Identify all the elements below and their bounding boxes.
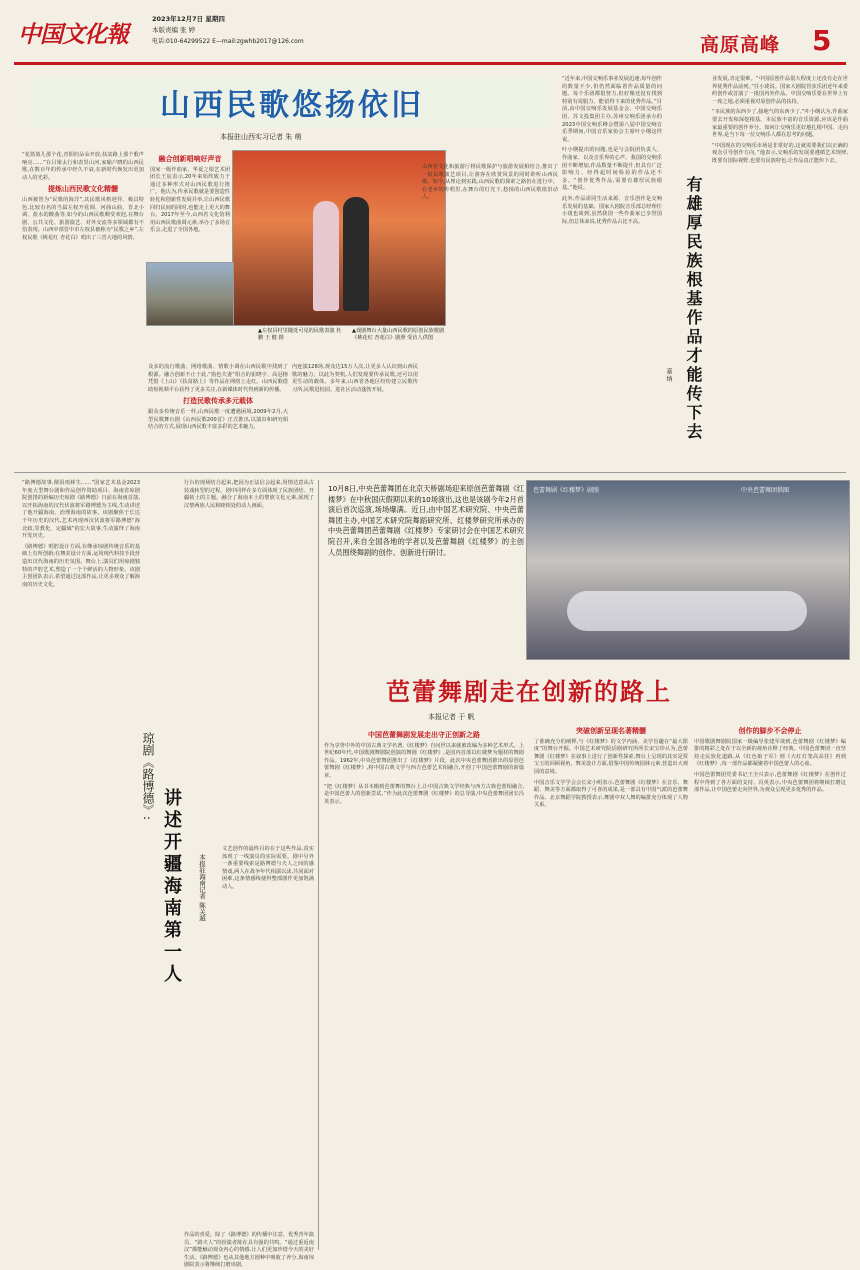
article3-body-1: 作为享誉中外的中国古典文学名著,《红楼梦》自问世以来就被改编为多种艺术形式。上世纪60年代,中国歌剧舞剧院创演的舞剧《红楼梦》,是国内首部以红楼梦为题材的舞剧作品。1962年,中央芭蕾舞团推出了《红楼梦》片段。此次中央芭蕾舞团推出的原创芭蕾舞剧《红楼梦》,将中国古典文学与西方芭蕾艺术相融合,开创了中国芭蕾舞剧的新篇章。 xyxy=(324,742,524,779)
section-title: 高原高峰 xyxy=(700,34,781,56)
article2-body-2: 《路博德》唱腔设计方面,在继承琼剧传统音乐的基础上有所创新;在舞美设计方面,运用现代科技手段营造出汉代海南的历史氛围。舞台上,演员们用琼剧独特的声腔艺术,塑造了一个个鲜活的人物形象。该剧主创团队表示,希望通过这部作品,让更多观众了解海南的历史文化。 xyxy=(22,543,140,588)
article1-body-4: 跟众多传统音乐一样,山西民歌一度遭遇困境,2009年2月,大型民歌舞台剧《山西民歌200首》正式推出,以演出和研究相结合的方式,展现山西民歌丰富多彩的艺术魅力。 xyxy=(148,408,288,431)
article3-lead: 10月8日,中央芭蕾舞团在北京天桥剧场迎来原创芭蕾舞剧《红楼梦》在中秋国庆假期以来的10场演出,这也是该剧今年2月首演后首次巡演,场场爆满。近日,由中国艺术研究院、中央芭蕾舞团主办,中国艺术研究院舞蹈研究所、红楼梦研究所承办的中央芭蕾舞团芭蕾舞剧《红楼梦》专家研讨会在中国艺术研究院召开,来自全国各地的学者以及芭蕾舞剧《红楼梦》的主创人员围绕舞剧的创作、创新进行研讨。 xyxy=(328,484,524,557)
commentary-col1 xyxy=(562,76,662,466)
article-shanxi-folk-songs xyxy=(0,68,560,470)
commentary-col2 xyxy=(712,76,848,466)
article2-subtitle: 琼剧《路博德》: xyxy=(141,732,155,821)
photo-tag-left: 芭蕾舞剧《红楼梦》剧照 xyxy=(533,487,600,494)
article1-lead: “花篮篮儿那个花,青阳的朵朵开放;扶贫路上那个歌声响亮……”在吕梁太行和表里山河,家喻户晓的山西民歌,在数百年的传承中经久不衰,在新时代焕发出更加动人的光彩。 xyxy=(22,152,144,181)
article3-body-5: 中国歌剧舞剧院国家一级编导张建军谈到,芭蕾舞剧《红楼梦》编排的精彩之处在于以全新的视角诠释了经典。中国芭蕾舞团一直坚持走民族化道路,从《红色娘子军》到《大红灯笼高高挂》再到《红楼梦》,每一部作品都凝聚着中国芭蕾人的心血。 xyxy=(694,738,846,768)
article1-body-5: 内连演128场,观众达15万人次,让更多人认识到山西民歌的魅力。以此为契机,人们发现要传承民歌,还可以用更生动的载体。多年来,山西省各地区纷纷建立民歌传习所,民歌进校园、进社区活动蓬勃开展。 xyxy=(292,364,418,393)
article1-col4 xyxy=(292,364,418,468)
article1-caption-2: ▲戏剧舞台大量山西民歌的原创民族歌剧《桃花红 杏花白》剧照 受访人供图 xyxy=(352,328,445,341)
article1-col1 xyxy=(22,152,144,464)
article1-col5 xyxy=(422,164,558,468)
article1-col3 xyxy=(148,364,288,468)
article3-col1 xyxy=(324,728,524,1252)
dancer-row xyxy=(567,591,807,631)
lower-vertical-divider xyxy=(318,480,319,1250)
article1-photo-village xyxy=(146,262,234,326)
article3-byline: 本报记者 于 帆 xyxy=(428,713,475,721)
date-line: 2023年12月7日 星期四 xyxy=(152,15,225,23)
commentary-author: 嘉 纳 xyxy=(665,368,672,382)
article1-body-3: 众多的流行歌曲、网络歌曲、情歌小调在山西民歌中找到了根源。融合创新不止于此,“指色夫妻”组合的崔晓宇、高冠榕凭借《上山》《扶贫路上》等作品在网络上走红。山西民歌借助短视频平台获得了更多关注,在新媒体时代得到新的传播。 xyxy=(148,364,288,393)
article3-body-4: 中国音乐文学学会会长宋小明表示,芭蕾舞剧《红楼梦》在音乐、舞蹈、舞美等方面都取得了可喜的成果,是一部具有中国气派的芭蕾舞作品。北京舞蹈学院教授表示,舞剧中双人舞的编排充分体现了人物关系。 xyxy=(534,779,688,809)
article2-body-4: 文艺创作的最终目的在于这些作品,真实体现了一线演员的实际需要。剧中另外一条重要线索是路博德与夫人之间的感情戏,两人在战争年代相濡以沫,共同面对困难,这条情感线使得整部剧作更加饱满动人。 xyxy=(222,846,314,890)
article2-body-3: 行台的现场结合起来,把因为正法信会起来,用情达意从古装戏转型的过程。剧中同样在多方面体现了民族团结、开疆拓土的主题。融合了海南本土的黎族文化元素,展现了汉黎两族人民和睦相处的动人画面。 xyxy=(184,480,314,509)
article1-subheading-2: 融合创新唱响好声音 xyxy=(158,155,222,163)
article3-body-3: 了准确充分的阐释,与《红楼梦》的文学内涵、美学旨趣在“最大限度”的舞台开掘。中国艺术研究院话剧研究所所长宋宝珍认为,芭蕾舞剧《红楼梦》在叙事上进行了创新性探索,舞台上呈现的其实是贾宝玉的回顾视角。舞美设计方面,借鉴中国传统园林元素,营造出大观园的意境。 xyxy=(534,738,688,775)
article1-subheading-3: 打造民歌传承多元载体 xyxy=(183,397,253,406)
article1-byline: 本报驻山西实习记者 朱 萌 xyxy=(220,133,302,141)
article3-subheading-3: 创作的脚步不会停止 xyxy=(738,727,802,735)
article1-title: 山西民歌悠扬依旧 xyxy=(160,88,424,123)
article2-body-1: “路博德故事,催泪雨林生……”国家艺术基金2023年度大型舞台剧和作品创作资助项目、海南省琼剧院创排的新编历史琼剧《路博德》日前在海南首演,以开拓海南的汉代伏波将军路博德为主线,生动讲述了他开疆海南、治理海南的故事。该剧聚焦于长达千年历史的汉代,艺术再现西汉伏波将军路博德“海北政,里教化、定疆域”的宏大故事,生动演绎了海南开发历史。 xyxy=(22,480,140,540)
article1-photo-performance xyxy=(232,150,446,326)
article1-body-6: 山西省文化和旅游厅将民歌保护与旅游发展相结合,推出了一批民歌演艺项目,让游客在欣赏风景的同时聆听山西民歌。如今,从理论到实践,山西民歌的探索之路仍在进行中。在老乡的传唱里,在舞台的灯光下,悠扬的山西民歌依旧动人。 xyxy=(422,164,558,201)
article3-photo-ballet xyxy=(526,480,850,660)
middle-divider xyxy=(14,472,846,473)
article3-body-6: 中国芭蕾舞团党委书记王全兴表示,芭蕾舞剧《红楼梦》在创作过程中得到了各方面的支持。冯英表示,中央芭蕾舞团将继续打磨这部作品,让中国芭蕾走向世界,为观众呈现更多优秀的作品。 xyxy=(694,771,846,794)
commentary-title: 有雄厚民族根基作品才能传下去 xyxy=(684,176,703,442)
masthead xyxy=(0,0,860,62)
contact-line: 电话:010-64299522 E—mail:zgwhb2017@126.com xyxy=(152,38,304,45)
article1-subheading-1: 提炼山西民歌文化精髓 xyxy=(48,185,118,194)
article3-body-2: “把《红楼梦》从书本搬到芭蕾舞的舞台上,让中国古典文学经典与西方古典芭蕾相融合,是中国芭蕾人的创新尝试。”作为此次芭蕾舞剧《红楼梦》的总导演,中央芭蕾舞团团长冯英表示。 xyxy=(324,783,524,805)
commentary-body-1: “近年来,中国交响乐事业发展迅速,每年创作的数量不少,但仍然面临着作品质量的问题。每个乐团都很努力,但好像还没有找到特别有说服力、能留得下来的优秀作品。”目前,由中国交响乐发展基金会、中国交响乐团、苏文投集团主办,苏州交响乐团承办的2023中国交响乐峰会暨第八届中国交响音乐季期间,中国音乐家协会主席叶小纲这样说。 xyxy=(562,76,662,143)
article2-col4 xyxy=(184,1232,314,1269)
photo-tag-right: 中央芭蕾舞团供图 xyxy=(741,487,790,494)
article3-col2 xyxy=(534,724,688,1252)
newspaper-logo: 中国文化報 xyxy=(18,21,128,48)
commentary-article xyxy=(560,68,850,470)
article3-col3 xyxy=(694,724,846,1252)
article3-subheading-1: 中国芭蕾舞剧发展走出守正创新之路 xyxy=(368,731,480,739)
article2-byline: 本报驻海南记者 陈关超 xyxy=(198,854,206,922)
article2-col3 xyxy=(222,846,314,1226)
article-ballet xyxy=(320,476,850,1256)
article2-title: 讲述开疆海南第一人 xyxy=(161,788,182,986)
article1-body-2: 国家一级作曲家、华夏之根艺术团团长王宸表示,20年来始终致力于通过多种形式对山西民歌进行推广。他认为,传承民歌就是要创造性转化和创新性发展并举,让山西民歌回归民间的同时,也能走上更大的舞台。2017年至今,山西省文化馆利用山西民歌曲调元素,举办了多场音乐会,走进了全国各地。 xyxy=(150,166,230,234)
article1-col2-text xyxy=(150,152,230,258)
performer-figure-right xyxy=(343,197,369,311)
article-hainan-opera xyxy=(0,476,316,1269)
page-number: 5 xyxy=(812,24,832,57)
article2-body-5: 作品的喜爱。除了《路博德》的传播中注意、优秀青年演员、“路夫人”的扮演者陈在具有强的共鸣。“通过重返南汉”都能触动观众内心的情感,让人们更加珍惜今天的美好生活。《路博德》也从其他地方剧种中吸收了养分,海南琼剧院表示将继续打磨该剧。 xyxy=(184,1232,314,1269)
commentary-body-4: 业发展,肯定很难。“中国原创作品很大程度上还没有走在世界优秀作品前列。”任小珑说。国家大剧院管弦乐团近年来委约创作或首演了一批国内外作品。中国交响乐要在世界上有一席之地,必须重视对原创作品的扶持。 xyxy=(712,76,848,105)
masthead-rule xyxy=(14,62,846,65)
article3-subheading-2: 突破创新呈现名著精髓 xyxy=(576,727,646,735)
article2-col1 xyxy=(22,480,140,1250)
commentary-body-5: “本民族的东西少了,接地气的东西少了,”叶小纲认为,作曲家要去开发和深挖根基。本民族丰富的音乐资源,应该是作曲家最重要的创作养分。如何让交响乐更好地扎根中国、走向世界,是当下每一位交响乐人都在思考的问题。 xyxy=(712,109,848,139)
commentary-body-2: 叶小纲提出的问题,也是与会院团负责人、作曲家、以及音乐界的心声。我国的交响乐团不断增加,作品数量不断提升,但具有广泛影响力、经得起时间检验的作品还不多。“创作优秀作品,需要有雄厚民族根基。”他说。 xyxy=(562,147,662,192)
page-editor: 本版责编 张 婷 xyxy=(152,26,196,34)
performer-figure-left xyxy=(313,201,339,311)
article3-title: 芭蕾舞剧走在创新的路上 xyxy=(386,677,672,706)
article1-body-1: 山西被誉为“民歌的海洋”,其民歌风格迥异、极具特色,比较有名的当属左权开花调、河曲山曲、晋北小调、盐水的酸曲等,如今的山西民歌颇受欢迎,在舞台剧、公共文化、旅游演艺、对外交流等多领域都有不俗表现。山西中部晋中市左权县被称为“民歌之乡”,左权民歌《桃花红 杏花白》唱出了三晋大地的风情。 xyxy=(22,196,144,241)
commentary-body-3: 此外,作品需同生活来源、音乐创作是交响乐发展的基础。国家大剧院音乐部总经理任小珑也谈到,虽然我国一些作曲家已享誉国际,但总体来说,优秀作品占比不高。 xyxy=(562,195,662,225)
article1-caption-1: ▲左权县村里随处可见的民歌表演 杜 鹏 王 健 摄 xyxy=(258,328,342,341)
commentary-body-6: “中国现在的交响乐市场是非常好的,这就需要我们以正确的观念引导创作方向。”他表示,交响乐的发展要遵循艺术规律,既要有国际视野,也要有民族特色,让作品真正能传下去。 xyxy=(712,142,848,164)
article2-col2 xyxy=(184,480,314,840)
